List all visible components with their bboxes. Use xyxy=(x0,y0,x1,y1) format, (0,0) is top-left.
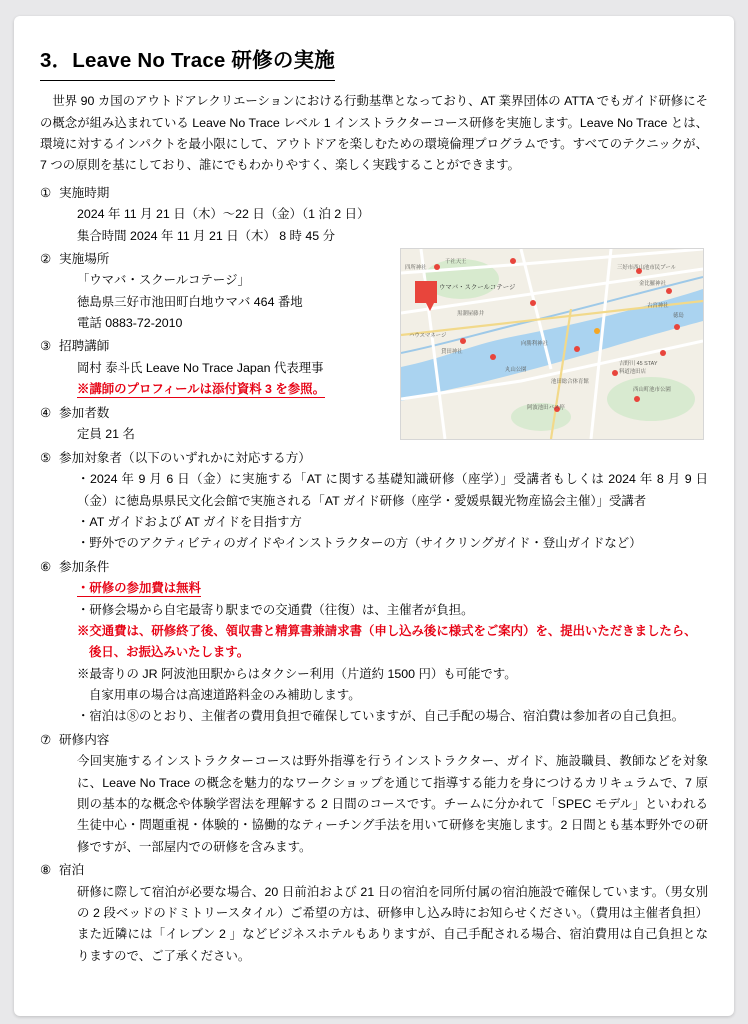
section-marker: ① xyxy=(40,185,52,200)
svg-text:阿波池田バス停: 阿波池田バス停 xyxy=(527,404,565,411)
section-line: 電話 0883-72-2010 xyxy=(77,316,183,331)
section-marker: ③ xyxy=(40,339,52,354)
section-marker: ④ xyxy=(40,405,52,420)
section-marker: ⑤ xyxy=(40,450,52,465)
instructor-profile-note xyxy=(59,379,392,400)
svg-text:千社天王: 千社天王 xyxy=(445,258,467,265)
section-title: 研修内容 xyxy=(59,732,110,747)
section-paragraph: 研修に際して宿泊が必要な場合、20 日前泊および 21 日の宿泊を同所付属の宿泊施設で確保しています。（男女別の 2 段ベッドのドミトリースタイル）ご希望の方は、研修申し込み時にお知らせください。（費用は主催者負担）また近隣には「イレブン 2 」などビジネスホテルもありますが、自己手配される場合、宿泊費用は自己負担となりますので、ご了承ください。 xyxy=(77,884,708,963)
section-title: 実施場所 xyxy=(59,251,110,266)
section-marker: ② xyxy=(40,251,52,266)
svg-text:四所神社: 四所神社 xyxy=(405,264,427,271)
section-line: 岡村 泰斗氏 Leave No Trace Japan 代表理事 xyxy=(77,361,324,376)
svg-text:ハウスマネージ: ハウスマネージ xyxy=(409,332,447,339)
document-body xyxy=(14,16,734,977)
section-line: 2024 年 11 月 21 日（木）〜22 日（金）（1 泊 2 日） xyxy=(77,207,370,222)
svg-text:向勝利神社: 向勝利神社 xyxy=(521,340,548,347)
section-paragraph: 今回実施するインストラクターコースは野外指導を行うインストラクター、ガイド、施設職員、教師などを対象に、Leave No Trace の概念を魅力的なワークショップを通じて指導する能力を身につけるカリキュラムで、7 原則の基本的な概念や体験学習法を理解する 2 日間のコースです。チームに分かれて「SPEC モデル」といわれる生徒中心・問題重視・体験的・協働的なティーチング手法を用いて研修を実施します。2 日間とも基本野外での研修ですが、一部屋内での研修を含みます。 xyxy=(77,754,708,854)
svg-text:丸山公園: 丸山公園 xyxy=(505,366,527,373)
svg-text:金比羅神社: 金比羅神社 xyxy=(639,280,666,287)
svg-text:西山町池市公園: 西山町池市公園 xyxy=(633,386,671,393)
section-title: 宿泊 xyxy=(59,862,85,877)
instructor-profile-note-text: ※講師のプロフィールは添付資料 3 を参照。 xyxy=(77,382,325,397)
document-page xyxy=(14,16,734,1016)
svg-text:徳島: 徳島 xyxy=(673,312,684,319)
section-line: ・野外でのアクティビティのガイドやインストラクターの方（サイクリングガイド・登山ガイドなど） xyxy=(77,536,642,551)
section-1 xyxy=(40,183,708,247)
section-line: ※最寄りの JR 阿波池田駅からはタクシー利用（片道約 1500 円）も可能です。 xyxy=(77,666,517,681)
section-marker: ⑦ xyxy=(40,732,52,747)
section-marker: ⑧ xyxy=(40,862,52,877)
section-line: 自家用車の場合は高速道路料金のみ補助します。 xyxy=(89,688,361,703)
section-marker: ⑥ xyxy=(40,559,52,574)
section-line: 集合時間 2024 年 11 月 21 日（木） 8 時 45 分 xyxy=(77,228,335,243)
svg-text:ウマバ・スクールコテージ: ウマバ・スクールコテージ xyxy=(439,283,516,291)
section-title: 参加者数 xyxy=(59,405,110,420)
section-line: ・AT ガイドおよび AT ガイドを目指す方 xyxy=(77,515,302,530)
section-title: 参加条件 xyxy=(59,559,110,574)
svg-text:吉野川 45 STAY: 吉野川 45 STAY xyxy=(619,360,658,367)
svg-text:池田総合体育館: 池田総合体育館 xyxy=(551,378,589,385)
svg-text:黒潮屋藤井: 黒潮屋藤井 xyxy=(457,310,484,317)
section-line: ・宿泊は⑧のとおり、主催者の費用負担で確保していますが、自己手配の場合、宿泊費は参加者の自己負担。 xyxy=(77,709,685,724)
svg-text:古宮神社: 古宮神社 xyxy=(647,302,669,309)
section-line: ・2024 年 9 月 6 日（金）に実施する「AT に関する基礎知識研修（座学）」受講者もしくは 2024 年 8 月 9 日（金）に徳島県県民文化会館で実施される「AT ガイド研修（座学・愛媛県観光物産協会主催）」受講者 xyxy=(77,472,708,508)
section-7 xyxy=(40,730,708,858)
location-map xyxy=(400,248,704,440)
section-line: 定員 21 名 xyxy=(77,427,135,442)
page-title: 3．Leave No Trace 研修の実施 xyxy=(40,44,335,81)
intro-paragraph: 世界 90 カ国のアウトドアレクリエーションにおける行動基準となっており、AT 業界団体の ATTA でもガイド研修にその概念が組み込まれている Leave No Trace レベル 1 インストラクターコース研修を実施します。Leave No Trace とは、環境に対するインパクトを最小限にして、アウトドアを楽しむための環境倫理プログラムです。すべてのテクニックが、7 つの原則を基にしており、誰にでもわかりやすく、楽しく実践することができます。 xyxy=(40,94,708,173)
free-participation-note xyxy=(59,578,708,599)
section-title: 実施時期 xyxy=(59,185,110,200)
transport-note-line-1: ※交通費は、研修終了後、領収書と精算書兼請求書（申し込み後に様式をご案内）を、提出いただきましたら、 xyxy=(77,624,697,639)
transport-note-line-2: 後日、お振込みいたします。 xyxy=(89,645,250,660)
section-5 xyxy=(40,448,708,555)
free-participation-text: ・研修の参加費は無料 xyxy=(77,581,201,596)
svg-text:三好市西山池市民プール: 三好市西山池市民プール xyxy=(617,264,677,271)
svg-text:貸田神社: 貸田神社 xyxy=(441,348,463,355)
section-line: ・研修会場から自宅最寄り駅までの交通費（往復）は、主催者が負担。 xyxy=(77,602,474,617)
svg-text:料道池田店: 料道池田店 xyxy=(619,368,646,375)
section-title: 参加対象者（以下のいずれかに対応する方） xyxy=(59,450,311,465)
section-8 xyxy=(40,860,708,967)
section-6 xyxy=(40,557,708,728)
section-line: 徳島県三好市池田町白地ウマバ 464 番地 xyxy=(77,294,303,309)
section-title: 招聘講師 xyxy=(59,339,110,354)
section-line: 「ウマバ・スクールコテージ」 xyxy=(77,273,250,288)
